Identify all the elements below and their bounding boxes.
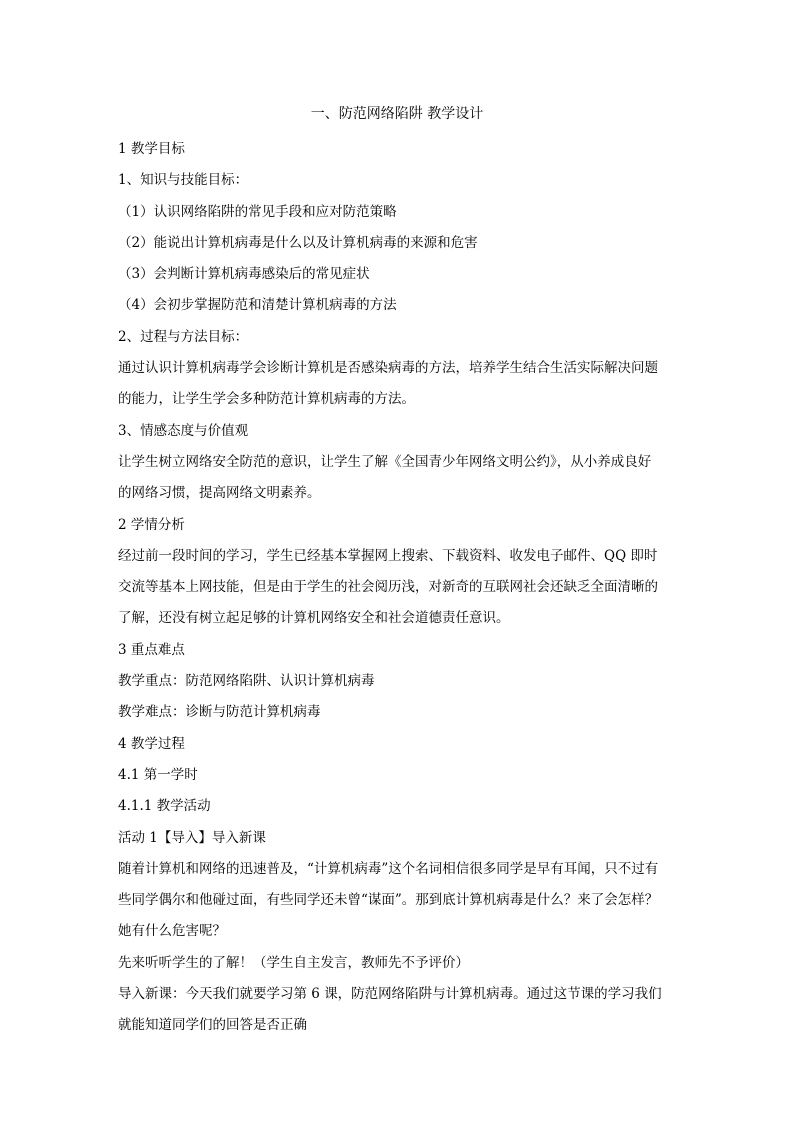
- document-body: [118, 134, 678, 1042]
- subheading-attitude-values: 3、情感态度与价值观: [118, 422, 249, 439]
- subheading-process-method: 2、过程与方法目标：: [118, 328, 249, 345]
- section-heading-objectives: 1 教学目标: [118, 141, 185, 157]
- paragraph-line: 经过前一段时间的学习，学生已经基本掌握网上搜索、下载资料、收发电子邮件、QQ 即时: [118, 547, 658, 564]
- objective-item-1: （1）认识网络陷阱的常见手段和应对防范策略: [118, 203, 397, 220]
- paragraph-line: 的网络习惯，提高网络文明素养。: [118, 485, 321, 502]
- paragraph-line: 的能力，让学生学会多种防范计算机病毒的方法。: [118, 391, 415, 408]
- paragraph-line: 她有什么危害呢？: [118, 923, 226, 940]
- paragraph-line: 导入新课：今天我们就要学习第 6 课，防范网络陷阱与计算机病毒。通过这节课的学习我们: [118, 986, 662, 1003]
- subheading-first-period: 4.1 第一学时: [118, 766, 198, 783]
- objective-item-4: （4）会初步掌握防范和清楚计算机病毒的方法: [118, 297, 397, 314]
- objective-item-3: （3）会判断计算机病毒感染后的常见症状: [118, 266, 370, 283]
- section-heading-key-points: 3 重点难点: [118, 641, 185, 658]
- paragraph-line: 交流等基本上网技能，但是由于学生的社会阅历浅，对新奇的互联网社会还缺乏全面清晰的: [118, 579, 658, 596]
- subheading-knowledge-skills: 1、知识与技能目标：: [118, 172, 249, 189]
- paragraph-line: 先来听听学生的了解！（学生自主发言，教师先不予评价）: [118, 954, 469, 971]
- document-title: 一、防范网络陷阱 教学设计: [310, 106, 484, 122]
- section-heading-process: 4 教学过程: [118, 735, 185, 752]
- difficulty-line: 教学难点：诊断与防范计算机病毒: [118, 704, 321, 721]
- key-point-line: 教学重点：防范网络陷阱、认识计算机病毒: [118, 673, 375, 690]
- subheading-teaching-activity: 4.1.1 教学活动: [118, 798, 211, 815]
- objective-item-2: （2）能说出计算机病毒是什么以及计算机病毒的来源和危害: [118, 234, 478, 251]
- paragraph-line: 通过认识计算机病毒学会诊断计算机是否感染病毒的方法，培养学生结合生活实际解决问题: [118, 360, 658, 377]
- paragraph-line: 些同学偶尔和他碰过面，有些同学还未曾“谋面”。那到底计算机病毒是什么？来了会怎样？: [118, 892, 659, 909]
- paragraph-line: 随着计算机和网络的迅速普及，“计算机病毒”这个名词相信很多同学是早有耳闻，只不过有: [118, 860, 659, 877]
- paragraph-line: 就能知道同学们的回答是否正确: [118, 1017, 307, 1034]
- paragraph-line: 让学生树立网络安全防范的意识，让学生了解《全国青少年网络文明公约》，从小养成良好: [118, 453, 652, 470]
- section-heading-learner-analysis: 2 学情分析: [118, 516, 185, 533]
- activity-heading: 活动 1【导入】导入新课: [118, 829, 266, 846]
- paragraph-line: 了解，还没有树立起足够的计算机网络安全和社会道德责任意识。: [118, 610, 510, 627]
